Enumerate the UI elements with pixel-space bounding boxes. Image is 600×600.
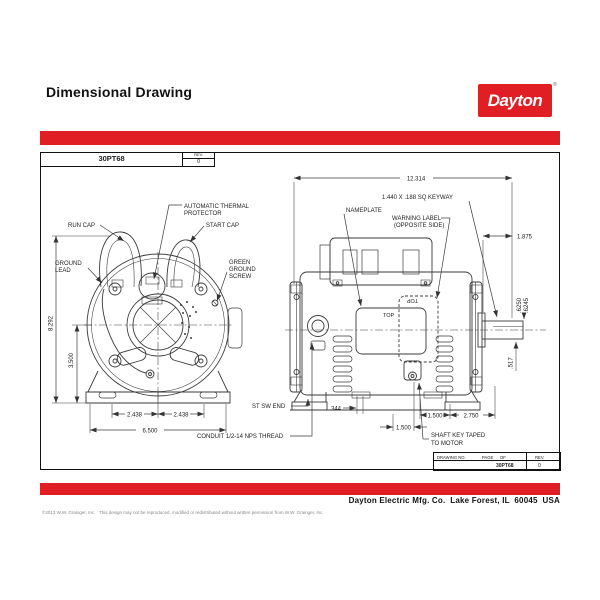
rev-value: 0 bbox=[197, 159, 201, 165]
label-keyway: 1.440 X .188 SQ KEYWAY bbox=[382, 195, 454, 201]
page-title: Dimensional Drawing bbox=[46, 84, 193, 100]
label-start-cap: START CAP bbox=[206, 223, 240, 229]
drawing-no-value: 30PT68 bbox=[496, 462, 514, 469]
dim-base-width: 6.500 bbox=[142, 428, 158, 435]
label-nameplate: NAMEPLATE bbox=[346, 208, 382, 214]
copyright-notice: ©2013 W.W. Grainger, Inc. This design may not be reproduced, modified or redistributed without written permission from W.W. Grainger, Inc. bbox=[42, 510, 324, 515]
label-ground-lead-1: GROUND bbox=[55, 261, 82, 267]
label-conduit: CONDUIT 1/2-14 NPS THREAD bbox=[197, 434, 284, 440]
dayton-logo bbox=[478, 84, 552, 117]
label-ground-screw-2: GROUND bbox=[229, 267, 256, 273]
dim-key-flat: .517 bbox=[508, 357, 515, 369]
drawing-no-label: DRAWING NO. bbox=[437, 454, 466, 460]
part-number: 30PT68 bbox=[41, 152, 183, 166]
dim-foot-to-center: 1.500 bbox=[427, 413, 443, 420]
label-warning-2: (OPPOSITE SIDE) bbox=[394, 223, 445, 229]
dayton-logo-text: Dayton bbox=[487, 90, 543, 110]
dim-shaft-dia-max: .6250 bbox=[517, 297, 523, 313]
title-block-top bbox=[40, 152, 215, 167]
label-ground-screw-3: SCREW bbox=[229, 274, 252, 280]
dim-shaft-length: 1.875 bbox=[517, 234, 533, 241]
label-thermal-2: PROTECTOR bbox=[184, 211, 222, 217]
title-block-bottom bbox=[433, 452, 561, 471]
company-address: Dayton Electric Mfg. Co. Lake Forest, IL 60045 USA bbox=[348, 496, 560, 505]
rev-value: 0 bbox=[538, 462, 541, 469]
red-divider-top bbox=[40, 131, 560, 145]
title-block-divider bbox=[434, 460, 560, 461]
dim-overall-height: 8.292 bbox=[48, 315, 55, 331]
dim-shaft-dia-min: .6245 bbox=[524, 297, 530, 313]
rev-label: REV. bbox=[535, 454, 545, 460]
rev-cell bbox=[183, 152, 214, 166]
dim-overall-length: 12.314 bbox=[406, 176, 426, 183]
dim-foot-to-shaft: 2.750 bbox=[463, 413, 479, 420]
label-thermal-1: AUTOMATIC THERMAL bbox=[184, 204, 250, 210]
drawing-border-frame bbox=[40, 152, 560, 470]
label-ground-lead-2: LEAD bbox=[55, 268, 71, 274]
registered-trademark: ® bbox=[553, 82, 557, 88]
rev-label: REV. bbox=[183, 152, 214, 159]
dim-foot-offset: .344 bbox=[329, 406, 341, 413]
red-divider-bottom bbox=[40, 483, 560, 495]
title-block-divider bbox=[526, 453, 527, 470]
label-shaft-key-1: SHAFT KEY TAPED bbox=[431, 433, 486, 439]
warning-top-marking: TOP bbox=[406, 297, 418, 303]
dim-center-to-foot: 1.500 bbox=[395, 425, 412, 432]
dim-bolt-spacing-left: 2.438 bbox=[126, 412, 143, 419]
page-label: PAGE bbox=[482, 454, 494, 460]
dim-bolt-spacing-right: 2.438 bbox=[173, 412, 189, 419]
label-st-sw-end: ST SW END bbox=[252, 404, 286, 410]
dim-shaft-center-height: 3.500 bbox=[69, 352, 75, 368]
label-run-cap: RUN CAP bbox=[68, 223, 96, 229]
label-ground-screw-1: GREEN bbox=[229, 260, 251, 266]
of-label: OF bbox=[500, 454, 506, 460]
label-warning-1: WARNING LABEL bbox=[392, 216, 442, 222]
nameplate-top-marking: TOP bbox=[383, 313, 395, 319]
label-shaft-key-2: TO MOTOR bbox=[431, 441, 464, 447]
